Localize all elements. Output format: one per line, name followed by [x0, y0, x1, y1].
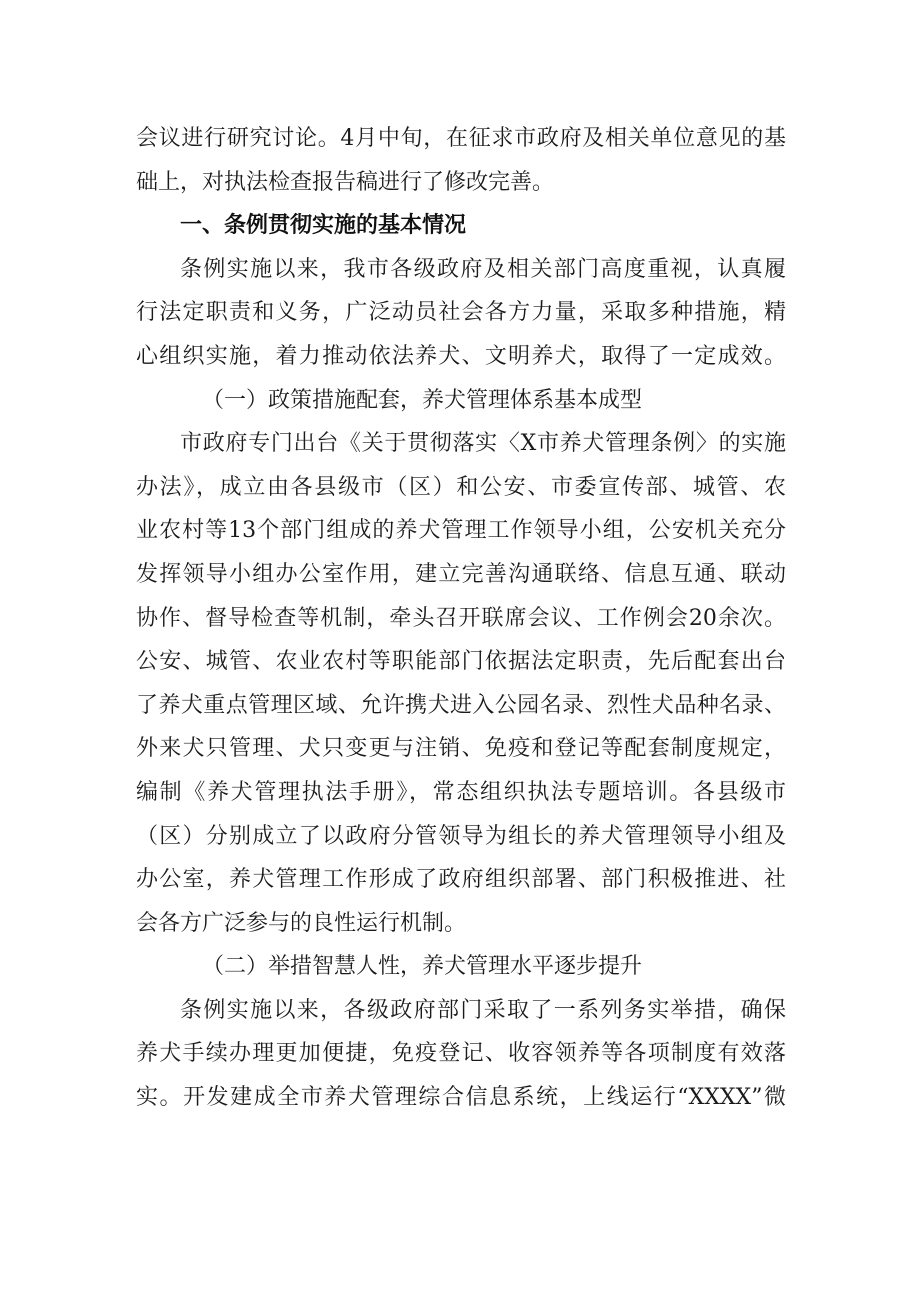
paragraph-line: 办公室，养犬管理工作形成了政府组织部署、部门积极推进、社	[136, 867, 786, 893]
paragraph-line: 会各方广泛参与的良性运行机制。	[136, 910, 467, 936]
section-heading: 一、条例贯彻实施的基本情况	[180, 213, 467, 239]
paragraph-line: 实。开发建成全市养犬管理综合信息系统，上线运行“XXXX”微	[136, 1085, 786, 1111]
paragraph-line: 外来犬只管理、犬只变更与注销、免疫和登记等配套制度规定，	[136, 736, 786, 762]
paragraph-line: 会议进行研究讨论。4月中旬，在征求市政府及相关单位意见的基	[136, 126, 786, 151]
paragraph-line: 编制《养犬管理执法手册》，常态组织执法专题培训。各县级市	[136, 779, 786, 805]
paragraph-line: 公安、城管、农业农村等职能部门依据法定职责，先后配套出台	[136, 649, 786, 675]
document-body	[136, 117, 786, 1120]
paragraph-line: 办法》，成立由各县级市（区）和公安、市委宣传部、城管、农	[136, 474, 786, 500]
paragraph-line: 发挥领导小组办公室作用，建立完善沟通联络、信息互通、联动	[136, 561, 786, 587]
paragraph-line: 了养犬重点管理区域、允许携犬进入公园名录、烈性犬品种名录、	[136, 692, 786, 718]
paragraph-line: 行法定职责和义务，广泛动员社会各方力量，采取多种措施，精	[136, 300, 786, 326]
paragraph-line: （区）分别成立了以政府分管领导为组长的养犬管理领导小组及	[136, 823, 786, 849]
paragraph-line: 条例实施以来，我市各级政府及相关部门高度重视，认真履	[180, 256, 786, 282]
paragraph-line: 心组织实施，着力推动依法养犬、文明养犬，取得了一定成效。	[136, 343, 786, 369]
paragraph-line: 协作、督导检查等机制，牵头召开联席会议、工作例会20余次。	[136, 605, 786, 631]
paragraph-line: 养犬手续办理更加便捷，免疫登记、收容领养等各项制度有效落	[136, 1041, 786, 1067]
subsection-heading: （一）政策措施配套，养犬管理体系基本成型	[202, 387, 643, 413]
subsection-heading: （二）举措智慧人性，养犬管理水平逐步提升	[202, 954, 643, 980]
paragraph-line: 市政府专门出台《关于贯彻落实〈X市养犬管理条例〉的实施	[180, 431, 786, 457]
paragraph-line: 础上，对执法检查报告稿进行了修改完善。	[136, 169, 555, 195]
paragraph-line: 业农村等13个部门组成的养犬管理工作领导小组，公安机关充分	[136, 518, 786, 544]
paragraph-line: 条例实施以来，各级政府部门采取了一系列务实举措，确保	[180, 997, 786, 1023]
